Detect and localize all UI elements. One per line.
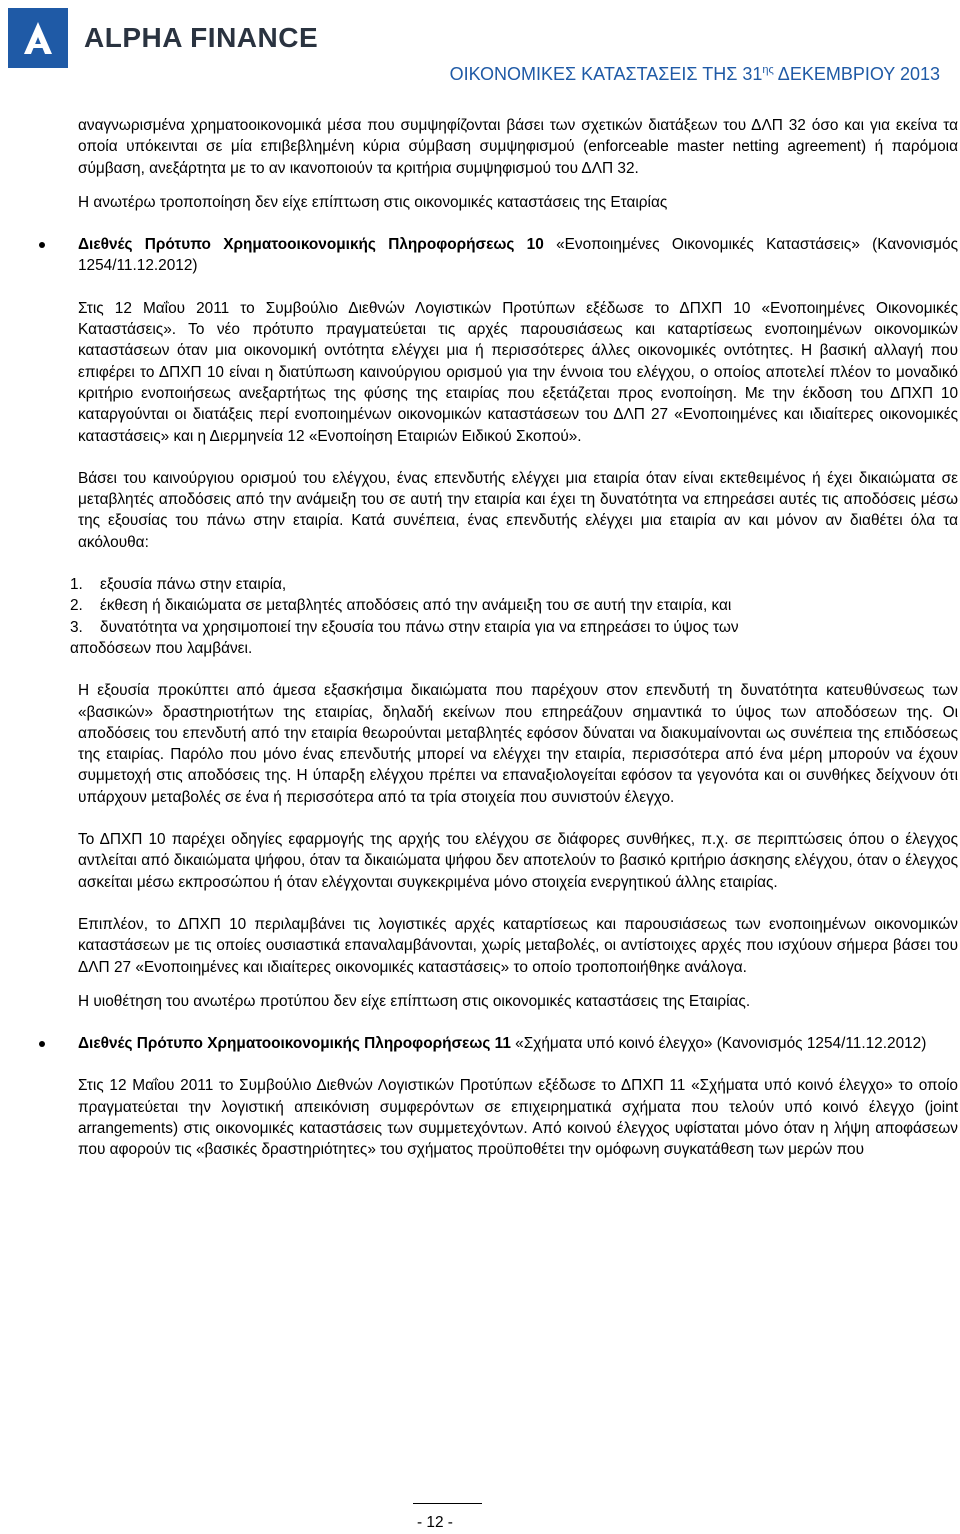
paragraph-netting: αναγνωρισμένα χρηματοοικονομικά μέσα που συμψηφίζονται βάσει των σχετικών διατάξεων του ΔΛΠ 32 όσο και για εκείνα τα οποία υπόκεινται σε μία επιβεβλημένη κύρια σύμβαση συμψηφισμού (enforceable master netting agreement) ή παρόμοια σύμβαση, ανεξάρτητα με το αν ικανοποιούν τα κριτήρια συμψηφισμού του ΔΛΠ 32.: [78, 117, 958, 177]
list-text: εξουσία πάνω στην εταιρία,: [100, 576, 287, 594]
bullet-ifrs11-heading: [78, 1033, 958, 1054]
paragraph-no-impact-1: Η ανωτέρω τροποποίηση δεν είχε επίπτωση στις οικονομικές καταστάσεις της Εταιρίας: [78, 193, 668, 211]
list-number: 2.: [70, 597, 83, 615]
list-text: δυνατότητα να χρησιμοποιεί την εξουσία του πάνω στην εταιρία για να επηρεάσει το ύψος των: [100, 618, 739, 636]
ifrs11-heading-rest: «Σχήματα υπό κοινό έλεγχο» (Κανονισμός 1254/11.12.2012): [510, 1035, 927, 1053]
control-criteria-list: [70, 574, 958, 638]
document-title: [450, 64, 940, 85]
list-number: 1.: [70, 576, 83, 594]
list-item: [70, 617, 958, 638]
ifrs10-heading-bold: Διεθνές Πρότυπο Χρηματοοικονομικής Πληροφορήσεως 10: [78, 236, 544, 254]
list-item: [70, 574, 958, 595]
paragraph-power: Η εξουσία προκύπτει από άμεσα εξασκήσιμα δικαιώματα που παρέχουν στον επενδυτή τη δυνατότητα κατευθύνσεως των «βασικών» δραστηριοτήτων της εταιρίας, δηλαδή εκείνων που επηρεάζουν σημαντικά το ύψος των αποδόσεων της. Οι αποδόσεις του επενδυτή από την εταιρία θεωρούνται μεταβλητές εφόσον δύναται να διακυμαίνονται ως συνέπεια της επιδόσεως της εταιρίας. Παρόλο που μόνο ένας επενδυτής μπορεί να ελέγχει την εταιρία, περισσότερα από ένα μέρη μπορούν να έχουν συμμετοχή στις αποδόσεις της. Η ύπαρξη ελέγχου πρέπει να επαναξιολογείται εφόσον τα γεγονότα και οι συνθήκες δείχνουν ότι υπάρχουν μεταβολές σε ένα ή περισσότερα από τα τρία στοιχεία που συνιστούν έλεγχο.: [78, 682, 958, 806]
paragraph-application-guidance: Το ΔΠΧΠ 10 παρέχει οδηγίες εφαρμογής της αρχής του ελέγχου σε διάφορες συνθήκες, π.χ. σε περιπτώσεις όπου ο έλεγχος αντλείται από δικαιώματα ψήφου, όταν τα δικαιώματα ψήφου δεν αποτελούν το βασικό κριτήριο άσκησης ελέγχου, όταν ο έλεγχος ασκείται μέσω εκπροσώπου ή όταν ελέγχονται συγκεκριμένα μόνο στοιχεία ενεργητικού άλλης εταιρίας.: [78, 831, 958, 891]
list-continuation: αποδόσεων που λαμβάνει.: [70, 639, 253, 657]
document-title-date: ΔΕΚΕΜΒΡΙΟΥ 2013: [773, 64, 940, 84]
brand-name: ALPHA FINANCE: [84, 22, 319, 53]
bullet-icon: [39, 1041, 45, 1047]
paragraph-ifrs11-intro: Στις 12 Μαΐου 2011 το Συμβούλιο Διεθνών Λογιστικών Προτύπων εξέδωσε το ΔΠΧΠ 11 «Σχήματα υπό κοινό έλεγχο» το οποίο πραγματεύεται την λογιστική απεικόνιση συμφερόντων σε επιχειρηματικά σχήματα που τελούν υπό κοινό έλεγχο (joint arrangements) στις οικονομικές καταστάσεις των συμμετεχόντων. Από κοινού έλεγχος υφίσταται μόνο όταν η λήψη αποφάσεων που αφορούν τις «βασικές δραστηριότητες» του σχήματος προϋποθέτει την ομόφωνη συγκατάθεση των μερών που: [78, 1077, 958, 1159]
alpha-logo-icon: [8, 8, 68, 68]
page-header: [0, 0, 960, 90]
ifrs10-heading-rest: «Ενοποιημένες Οικονομικές Καταστάσεις» (Κανονισμός 1254/11.12.2012): [78, 236, 958, 275]
document-title-main: ΟΙΚΟΝΟΜΙΚΕΣ ΚΑΤΑΣΤΑΣΕΙΣ ΤΗΣ 31: [449, 64, 763, 84]
paragraph-accounting-principles: Επιπλέον, το ΔΠΧΠ 10 περιλαμβάνει τις λογιστικές αρχές καταρτίσεως και παρουσιάσεως των ενοποιημένων οικονομικών καταστάσεων με τις οποίες ουσιαστικά επαναλαμβάνονται, χωρίς μεταβολές, οι αντίστοιχες αρχές που ισχύουν σήμερα βάσει του ΔΛΠ 27 «Ενοποιημένες και ιδιαίτερες οικονομικές καταστάσεις» το οποίο τροποποιήθηκε ανάλογα.: [78, 915, 958, 976]
list-text: έκθεση ή δικαιώματα σε μεταβλητές αποδόσεις από την ανάμειξη του σε αυτή την εταιρία, και: [100, 597, 732, 615]
paragraph-no-impact-2: Η υιοθέτηση του ανωτέρω προτύπου δεν είχε επίπτωση στις οικονομικές καταστάσεις της Εταιρίας.: [78, 992, 751, 1010]
footer-divider: [413, 1503, 482, 1504]
list-item: [70, 595, 958, 616]
page-number: - 12 -: [417, 1514, 453, 1531]
paragraph-control-definition: Βάσει του καινούργιου ορισμού του ελέγχου, ένας επενδυτής ελέγχει μια εταιρία όταν είναι εκτεθειμένος ή έχει δικαιώματα σε μεταβλητές αποδόσεις από την ανάμειξη του σε αυτή την εταιρία και έχει τη δυνατότητα να επηρεάσει αυτές τις αποδόσεις μέσω της εξουσίας του πάνω στην εταιρία. Κατά συνέπεια, ένας επενδυτής ελέγχει μια εταιρία αν και μόνον αν διαθέτει όλα τα ακόλουθα:: [78, 469, 958, 551]
ifrs11-heading-bold: Διεθνές Πρότυπο Χρηματοοικονομικής Πληροφορήσεως 11: [78, 1035, 511, 1053]
list-number: 3.: [70, 618, 83, 636]
paragraph-ifrs10-intro: Στις 12 Μαΐου 2011 το Συμβούλιο Διεθνών Λογιστικών Προτύπων εξέδωσε το ΔΠΧΠ 10 «Ενοποιημένες Οικονομικές Καταστάσεις». Το νέο πρότυπο πραγματεύεται τις αρχές παρουσιάσεως και καταρτίσεως ενοποιημένων οικονομικών καταστάσεων όταν μια οικονομική οντότητα ελέγχει μια ή περισσότερες άλλες οικονομικές οντότητες. Η βασική αλλαγή που επιφέρει το ΔΠΧΠ 10 είναι η διατύπωση καινούργιου ορισμού για την έννοια του ελέγχου, ο οποίος αποτελεί πλέον το μοναδικό κριτήριο ενοποιήσεως ανεξαρτήτως της φύσης της εταιρίας που εξετάζεται προς ενοποίηση. Με την έκδοση του ΔΠΧΠ 10 καταργούνται οι διατάξεις περί ενοποιημένων οικονομικών καταστάσεων του ΔΛΠ 27 «Ενοποιημένες και ιδιαίτερες οικονομικές καταστάσεις» και η Διερμηνεία 12 «Ενοποίηση Εταιριών Ειδικού Σκοπού».: [78, 299, 958, 445]
bullet-icon: [39, 242, 45, 248]
document-title-superscript: ης: [762, 64, 774, 76]
page-content: [70, 115, 958, 1161]
bullet-ifrs10-heading: [78, 234, 958, 277]
